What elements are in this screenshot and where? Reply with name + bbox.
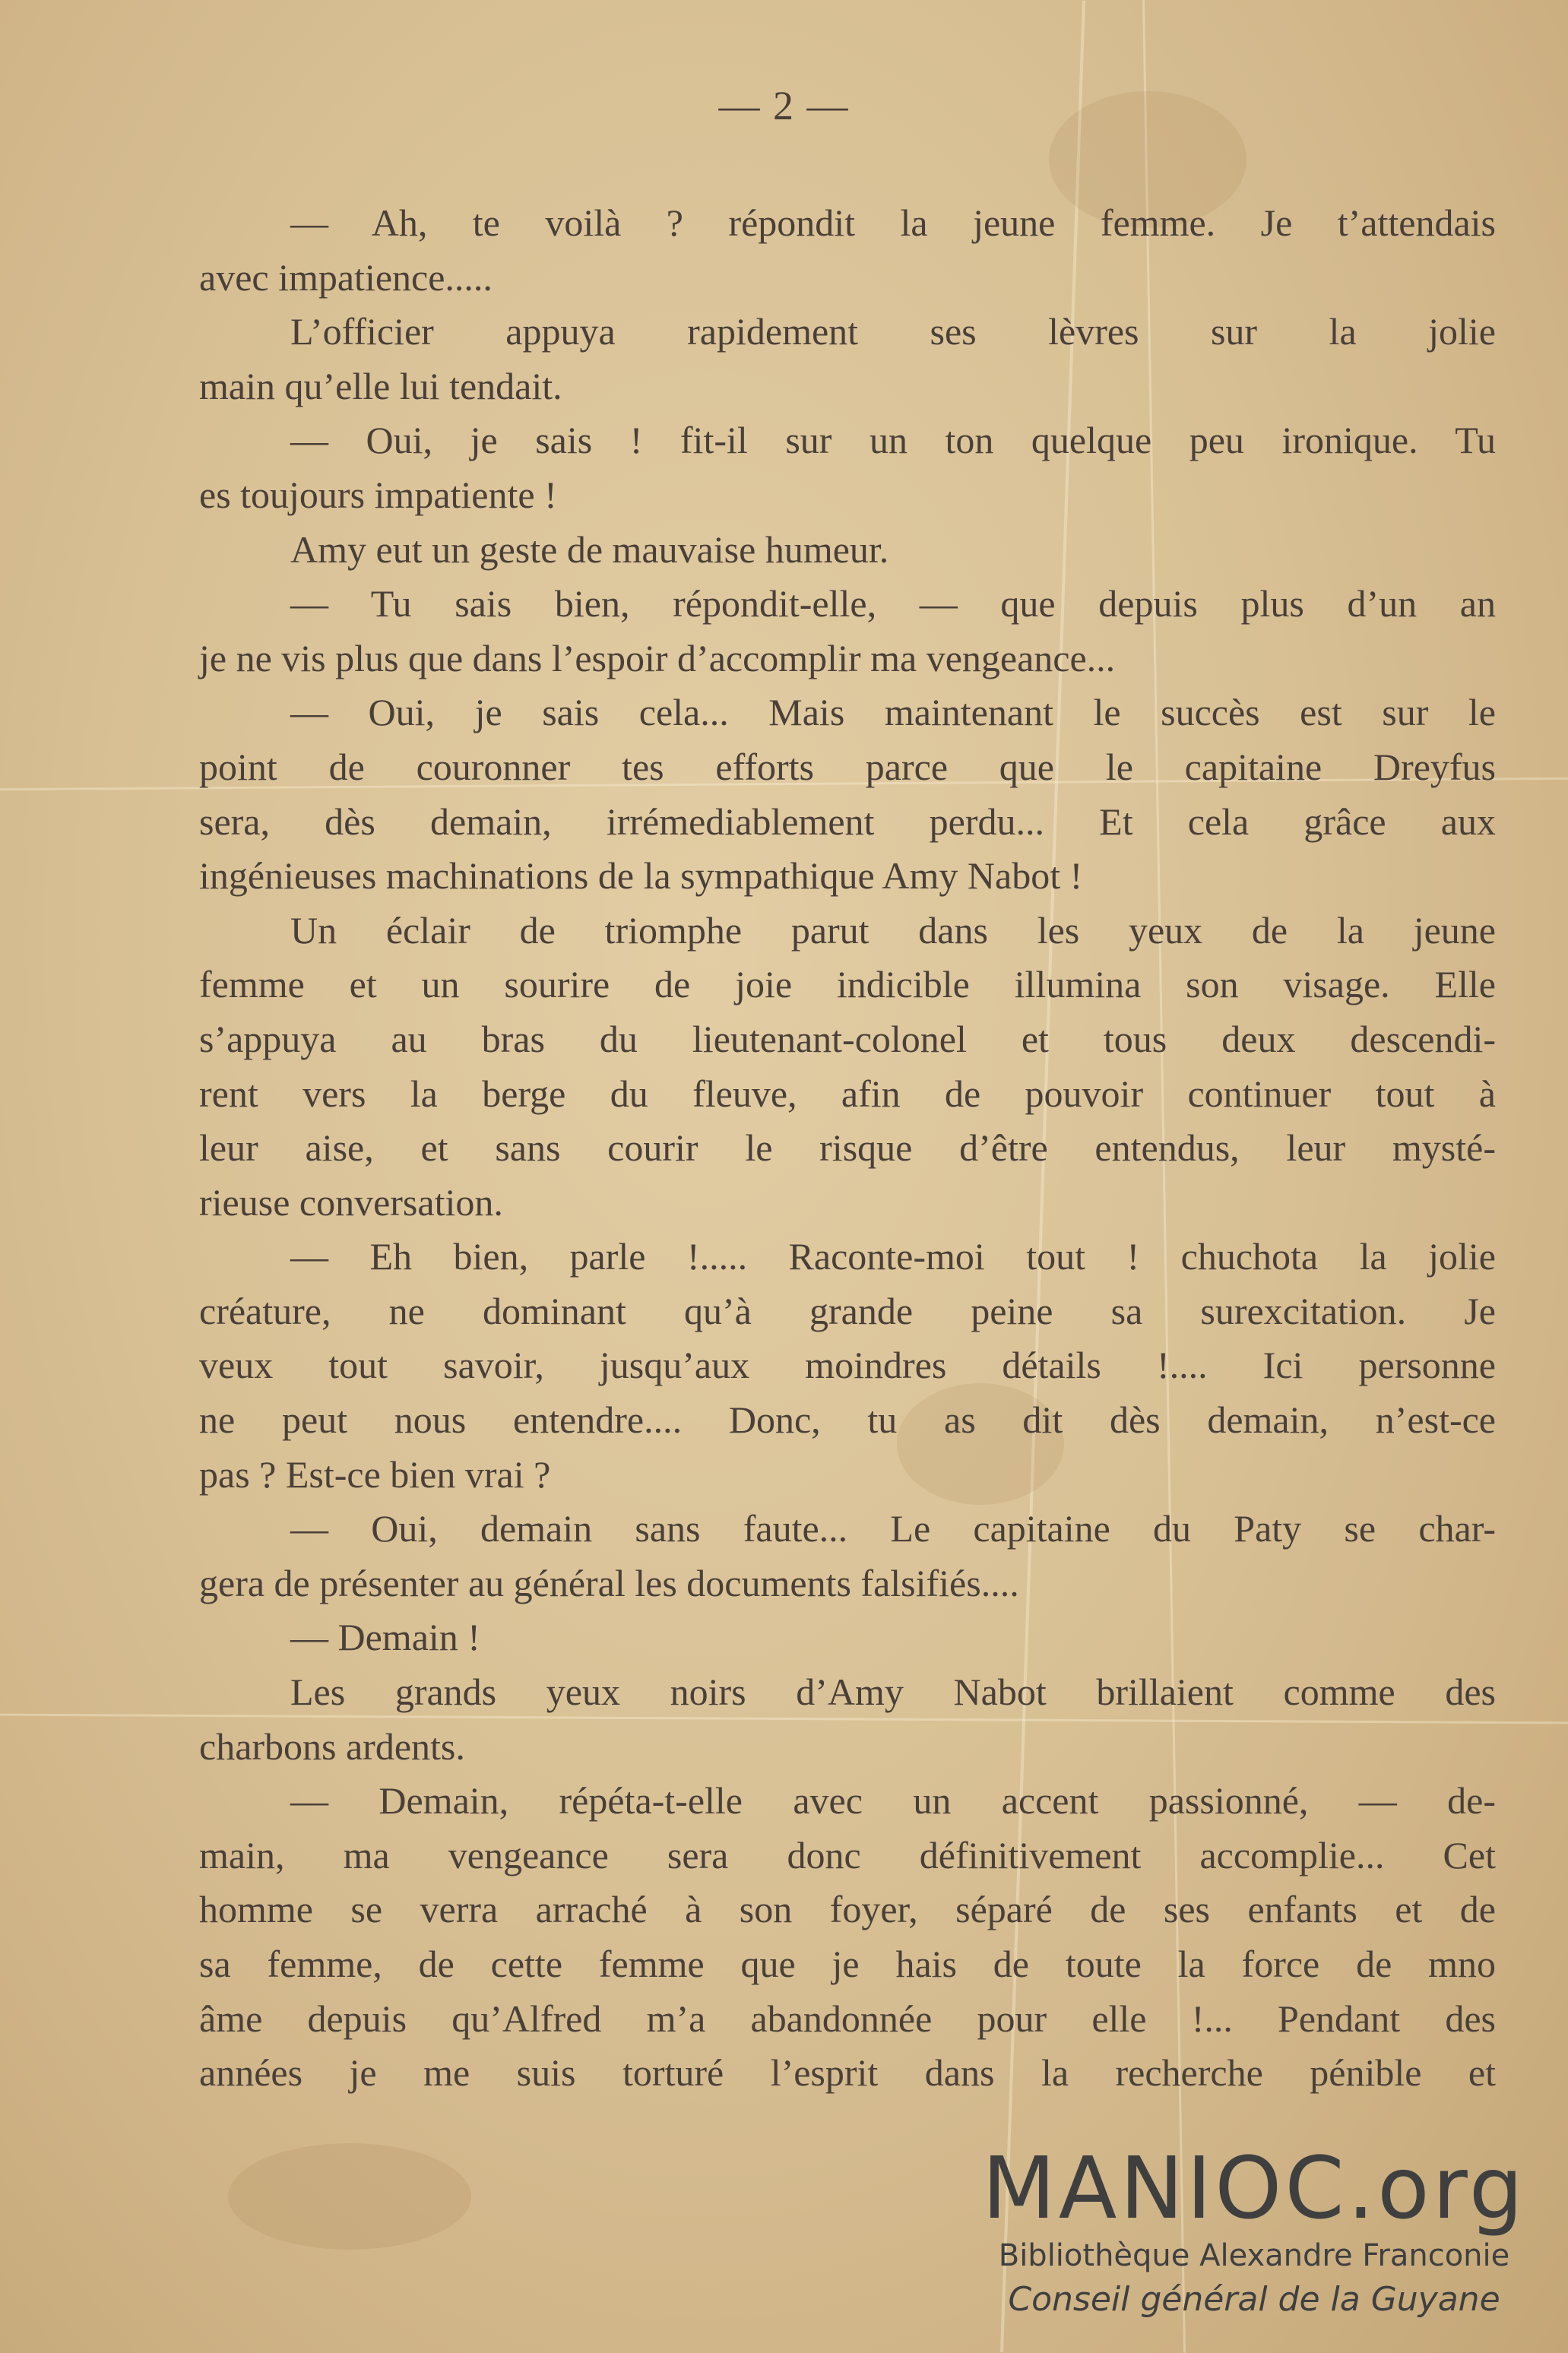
text-line: — Eh bien, parle !..... Raconte-moi tout ! chuchota la jolie (290, 1235, 1496, 1278)
council-name: Conseil général de la Guyane (1008, 2280, 1500, 2319)
text-line: avec impatience..... (199, 255, 493, 299)
text-line: femme et un sourire de joie indicible illumina son visage. Elle (199, 963, 1496, 1006)
text-line: rieuse conversation. (199, 1180, 503, 1224)
text-line: ne peut nous entendre.... Donc, tu as dit dès demain, n’est-ce (199, 1398, 1496, 1442)
text-line: âme depuis qu’Alfred m’a abandonnée pour elle !... Pendant des (199, 1997, 1496, 2040)
text-line: — Tu sais bien, répondit-elle, — que depuis plus d’un an (290, 582, 1496, 625)
text-line: homme se verra arraché à son foyer, séparé de ses enfants et de (199, 1888, 1496, 1931)
text-line: — Demain ! (290, 1616, 480, 1659)
text-line: — Ah, te voilà ? répondit la jeune femme. Je t’attendais (290, 201, 1496, 244)
text-line: main qu’elle lui tendait. (199, 364, 562, 407)
paper-stain (228, 2143, 471, 2250)
text-line: Amy eut un geste de mauvaise humeur. (290, 527, 889, 571)
text-line: années je me suis torturé l’esprit dans la recherche pénible et (199, 2051, 1496, 2095)
text-line: je ne vis plus que dans l’espoir d’accomplir ma vengeance... (199, 636, 1116, 679)
library-name: Bibliothèque Alexandre Franconie (998, 2238, 1510, 2273)
text-line: veux tout savoir, jusqu’aux moindres détails !.... Ici personne (199, 1344, 1496, 1387)
text-line: — Oui, je sais ! fit-il sur un ton quelque peu ironique. Tu (290, 419, 1496, 462)
text-line: main, ma vengeance sera donc définitivement accomplie... Cet (199, 1833, 1496, 1876)
text-line: Un éclair de triomphe parut dans les yeux de la jeune (290, 908, 1496, 952)
text-line: es toujours impatiente ! (199, 473, 557, 516)
text-line: — Demain, répéta-t-elle avec un accent passionné, — de- (290, 1779, 1496, 1823)
text-line: leur aise, et sans courir le risque d’être entendus, leur mysté- (199, 1126, 1496, 1170)
text-line: — Oui, demain sans faute... Le capitaine du Paty se char- (290, 1507, 1496, 1550)
text-line: s’appuya au bras du lieutenant-colonel et tous deux descendi- (199, 1017, 1496, 1060)
text-line: Les grands yeux noirs d’Amy Nabot brillaient comme des (290, 1671, 1496, 1714)
manioc-logo: MANIOC.org (982, 2139, 1526, 2238)
text-line: sa femme, de cette femme que je hais de toute la force de mno (199, 1943, 1496, 1985)
page-number: — 2 — (718, 83, 850, 128)
text-line: ingénieuses machinations de la sympathique Amy Nabot ! (199, 854, 1083, 898)
text-line: — Oui, je sais cela... Mais maintenant le succès est sur le (290, 691, 1496, 734)
text-line: L’officier appuya rapidement ses lèvres sur la jolie (290, 310, 1496, 353)
text-line: sera, dès demain, irrémediablement perdu... Et cela grâce aux (199, 800, 1496, 843)
text-line: point de couronner tes efforts parce que le capitaine Dreyfus (199, 745, 1496, 788)
body-text (199, 196, 1496, 2101)
text-line: charbons ardents. (199, 1724, 465, 1768)
text-line: créature, ne dominant qu’à grande peine sa surexcitation. Je (199, 1289, 1496, 1332)
text-line: gera de présenter au général les documents falsifiés.... (199, 1561, 1019, 1604)
text-line: rent vers la berge du fleuve, afin de pouvoir continuer tout à (199, 1072, 1496, 1115)
manioc-watermark (980, 2139, 1528, 2323)
text-line: pas ? Est-ce bien vrai ? (199, 1452, 551, 1496)
